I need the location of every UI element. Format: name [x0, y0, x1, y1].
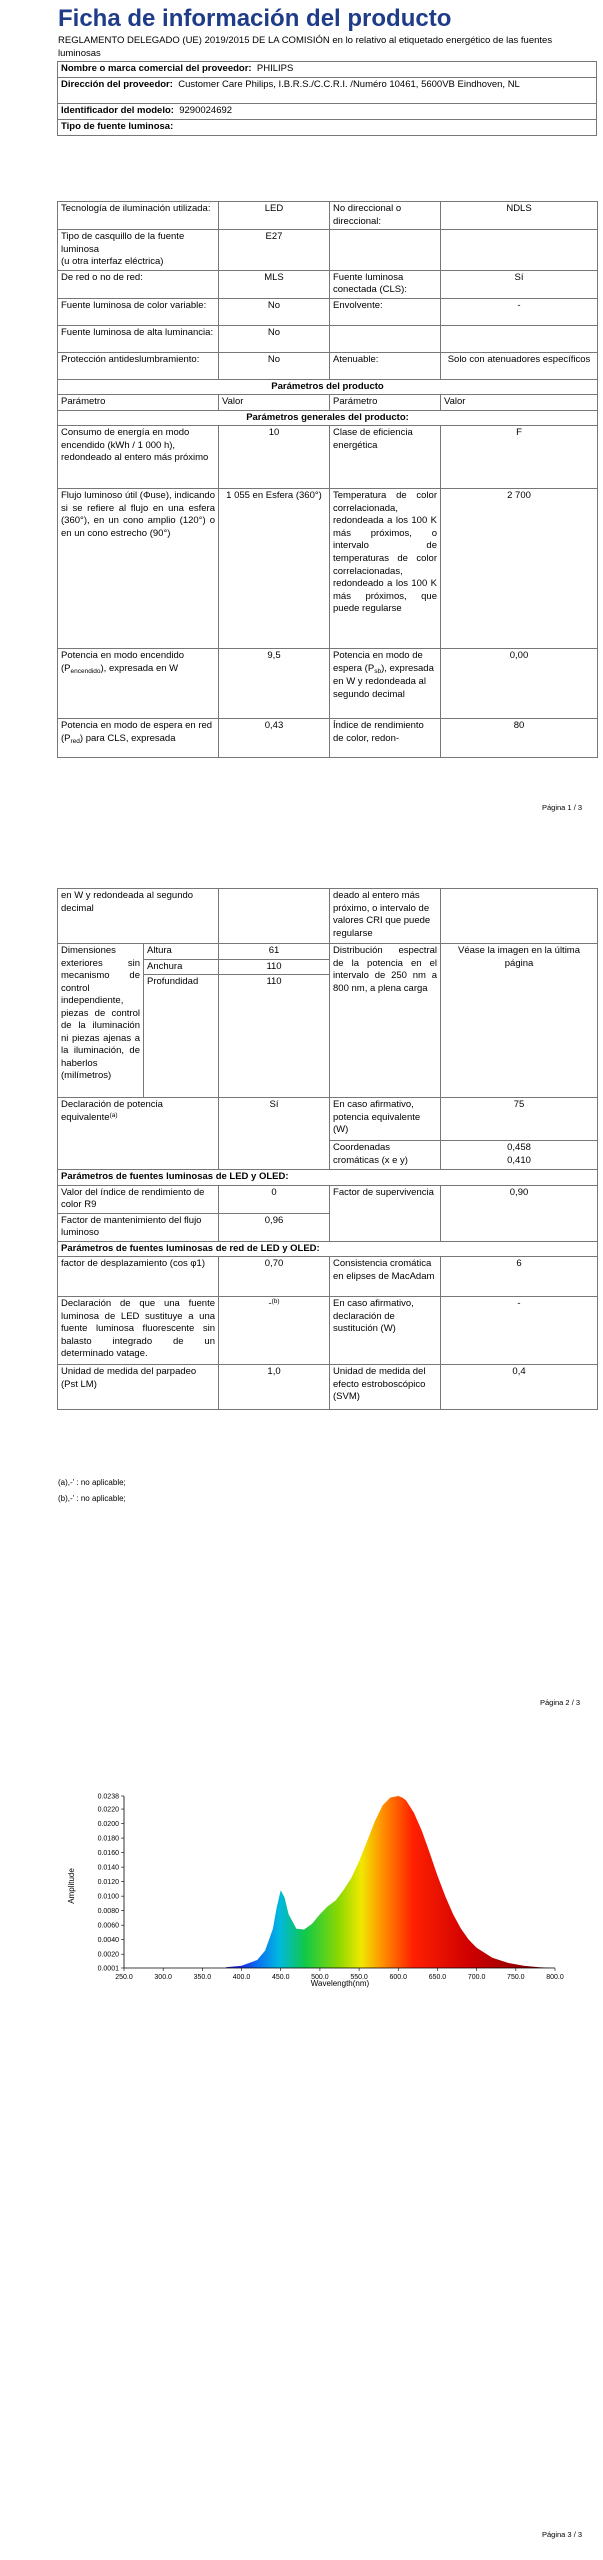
table-row: Anchura 110: [58, 959, 598, 975]
supplier-table: [57, 61, 597, 136]
y-tick-label: 0.0040: [97, 1937, 119, 1945]
y-axis-label: Amplitude: [67, 1868, 76, 1904]
y-tick-label: 0.0140: [97, 1864, 119, 1872]
regulation-text: REGLAMENTO DELEGADO (UE) 2019/2015 DE LA COMISIÓN en lo relativo al etiquetado energético de las fuentes luminosas: [58, 35, 553, 59]
table-row: Valor del índice de rendimiento de color R9 0 Factor de supervivencia 0,90: [58, 1185, 598, 1213]
y-tick-label: 0.0001: [97, 1965, 119, 1973]
table-row: Profundidad 110: [58, 975, 598, 990]
spectrum-area: [226, 1796, 555, 1968]
plot-area: [98, 1794, 564, 1982]
table-row: Potencia en modo de espera en red $(P_{red})$ para CLS, expresada 0,43 Índice de rendimiento de color, redon- 80: [58, 719, 598, 758]
page-number-2: Página 2 / 3: [540, 1698, 581, 1707]
y-tick-label: 0.0120: [97, 1879, 119, 1887]
page-title: Ficha de información del producto: [58, 5, 452, 32]
x-tick-label: 500.0: [311, 1974, 329, 1981]
table-row: Declaración de potencia equivalente$^{(a)}$ Sí En caso afirmativo, potencia equivalente (W) 75: [58, 1098, 598, 1141]
x-tick-label: 800.0: [546, 1974, 564, 1981]
y-tick-label: 0.0060: [97, 1922, 119, 1930]
led-oled-heading: Parámetros de fuentes luminosas de LED y OLED:: [58, 1170, 598, 1186]
brand-row: Nombre o marca comercial del proveedor: PHILIPS: [58, 62, 597, 78]
table-row: Fuente luminosa de alta luminancia: No: [58, 325, 598, 352]
table-row: factor de desplazamiento (cos φ1) 0,70 Consistencia cromática en elipses de MacAdam 6: [58, 1257, 598, 1297]
params-table-2: [57, 888, 598, 1410]
source-type-heading: Tipo de fuente luminosa:: [58, 120, 597, 136]
mains-heading: Parámetros de fuentes luminosas de red de LED y OLED:: [58, 1241, 598, 1257]
x-tick-label: 700.0: [467, 1974, 486, 1981]
y-tick-label: 0.0180: [97, 1835, 119, 1843]
footnote-a: (a),-' : no aplicable;: [58, 1478, 126, 1487]
column-headers: Parámetro Valor Parámetro Valor: [58, 395, 598, 411]
page-number-1: Página 1 / 3: [542, 803, 583, 812]
table-row: Protección antideslumbramiento: No Atenuable: Solo con atenuadores específicos: [58, 352, 598, 379]
y-tick-label: 0.0160: [97, 1850, 119, 1858]
x-tick-label: 350.0: [193, 1974, 212, 1981]
footnote-b: (b),-' : no aplicable;: [58, 1494, 126, 1503]
table-row: Declaración de que una fuente luminosa de LED sustituye a una fuente luminosa fluorescente sin balasto integrado de un determinado vatage. -$^{(b)}$ En caso afirmativo, declaración de sustitución (W) -: [58, 1297, 598, 1365]
product-params-heading: Parámetros del producto: [58, 379, 598, 395]
y-tick-label: 0.0238: [97, 1793, 119, 1801]
table-row: Factor de mantenimiento del flujo luminoso 0,96: [58, 1213, 598, 1241]
x-tick-label: 250.0: [115, 1974, 133, 1981]
x-tick-label: 450.0: [271, 1974, 290, 1981]
table-row: Fuente luminosa de color variable: No Envolvente: -: [58, 298, 598, 325]
general-params-heading: Parámetros generales del producto:: [58, 410, 598, 426]
spectrum-chart: [60, 1790, 564, 1990]
x-tick-label: 600.0: [389, 1974, 408, 1981]
table-row: De red o no de red: MLS Fuente luminosa conectada (CLS): Sí: [58, 270, 598, 298]
x-tick-label: 750.0: [507, 1974, 525, 1981]
table-row: Consumo de energía en modo encendido (kWh / 1 000 h), redondeado al entero más próximo 10 Clase de eficiencia energética F: [58, 426, 598, 489]
x-tick-label: 300.0: [154, 1974, 172, 1981]
x-tick-label: 550.0: [350, 1974, 368, 1981]
table-row: Tipo de casquillo de la fuente luminosa (u otra interfaz eléctrica) E27: [58, 230, 598, 271]
model-row: Identificador del modelo: 9290024692: [58, 104, 597, 120]
table-row: Potencia en modo encendido $(P_{encendido})$, expresada en W 9,5 Potencia en modo de espera $(P_{sb})$, expresada en W y redondeada al segundo decimal 0,00: [58, 649, 598, 719]
y-tick-label: 0.0220: [97, 1806, 119, 1814]
address-row: Dirección del proveedor: Customer Care Philips, I.B.R.S./C.C.R.I. /Numéro 10461, 5600VB Eindhoven, NL: [58, 78, 597, 104]
x-axis-label: Wavelength(nm): [310, 1979, 370, 1988]
table-row: Flujo luminoso útil (Φuse), indicando si se refiere al flujo en una esfera (360°), en un cono amplio (120°) o en un cono estrecho (90°) 1 055 en Esfera (360°) Temperatura de color correlacionada, redondeada a los 100 K más próximos, o intervalo de temperaturas de color correlacionadas, redondeado a los 100 K más próximos, que puede regularse 2 700: [58, 489, 598, 649]
x-tick-label: 400.0: [232, 1974, 251, 1981]
x-tick-label: 650.0: [428, 1974, 447, 1981]
table-row: Unidad de medida del parpadeo (Pst LM) 1,0 Unidad de medida del efecto estroboscópico (SVM) 0,4: [58, 1365, 598, 1410]
table-row: Dimensiones exteriores sin mecanismo de control independiente, piezas de control de la iluminación ni piezas ajenas a la iluminación, de haberlos (milímetros) Altura 61 Distribución espectral de la potencia en el intervalo de 250 nm a 800 nm, a plena carga Véase la imagen en la última página: [58, 944, 598, 960]
y-tick-label: 0.0200: [97, 1821, 119, 1829]
y-tick-label: 0.0100: [97, 1893, 119, 1901]
page-number-3: Página 3 / 3: [542, 2530, 583, 2539]
y-tick-label: 0.0020: [97, 1951, 119, 1959]
dimensions-label: Dimensiones exteriores sin mecanismo de control independiente, piezas de control de la iluminación ni piezas ajenas a la iluminación, de haberlos (milímetros): [58, 944, 144, 1098]
table-row: Tecnología de iluminación utilizada: LED No direccional o direccional: NDLS: [58, 202, 598, 230]
table-row: en W y redondeada al segundo decimal deado al entero más próximo, o intervalo de valores CRI que puede regularse: [58, 889, 598, 944]
table-row: Coordenadas cromáticas (x e y) 0,458 0,410: [58, 1141, 598, 1170]
source-type-table: [57, 201, 598, 758]
y-tick-label: 0.0080: [97, 1908, 119, 1916]
